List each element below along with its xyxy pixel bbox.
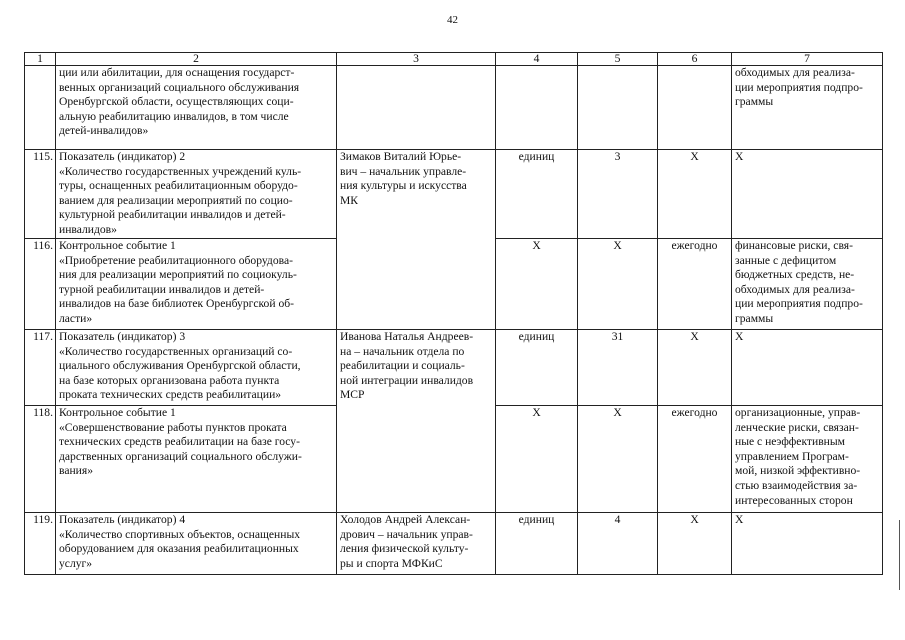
column-header-7: 7 [732,53,883,66]
row-number: 118. [25,406,56,513]
table-header-row [25,53,883,66]
row-value: Х [578,239,658,330]
row-unit: единиц [496,330,578,406]
row-unit [496,66,578,150]
table-row [25,150,883,239]
column-header-5: 5 [578,53,658,66]
table-row [25,330,883,406]
row-responsible: Зимаков Виталий Юрье- вич – начальник управле- ния культуры и искусства МК [337,150,496,330]
column-header-3: 3 [337,53,496,66]
row-value [578,66,658,150]
row-risk: Х [732,330,883,406]
scan-edge-line [899,520,900,590]
row-number: 117. [25,330,56,406]
row-unit: единиц [496,513,578,575]
row-period: Х [658,330,732,406]
row-period: Х [658,513,732,575]
row-unit: Х [496,406,578,513]
row-period: Х [658,150,732,239]
column-header-1: 1 [25,53,56,66]
row-risk: организационные, управ- ленческие риски, связан- ные с неэффективным управлением Програм- мой, низкой эффективно- стью взаимодействия за- интересованных сторон [732,406,883,513]
column-header-4: 4 [496,53,578,66]
row-value: Х [578,406,658,513]
row-value: 4 [578,513,658,575]
row-risk: Х [732,513,883,575]
row-value: 31 [578,330,658,406]
row-description: Показатель (индикатор) 4 «Количество спортивных объектов, оснащенных оборудованием для оказания реабилитационных услуг» [56,513,337,575]
row-description: ции или абилитации, для оснащения государст- венных организаций социального обслуживания Оренбургской области, осуществляющих соци- альную реабилитацию инвалидов, в том числе детей-инвалидов» [56,66,337,150]
row-number: 116. [25,239,56,330]
table-row [25,66,883,150]
table-row [25,513,883,575]
row-responsible: Иванова Наталья Андреев- на – начальник отдела по реабилитации и социаль- ной интеграции инвалидов МСР [337,330,496,513]
row-period: ежегодно [658,239,732,330]
page-number: 42 [447,14,458,26]
row-number: 115. [25,150,56,239]
row-risk: Х [732,150,883,239]
row-unit: единиц [496,150,578,239]
row-number [25,66,56,150]
row-risk: финансовые риски, свя- занные с дефицитом бюджетных средств, не- обходимых для реализа- ции мероприятия подпро- граммы [732,239,883,330]
row-period [658,66,732,150]
row-number: 119. [25,513,56,575]
row-description: Показатель (индикатор) 3 «Количество государственных организаций со- циального обслуживания Оренбургской области, на базе которых организована работа пункта проката технических средств реабилитации» [56,330,337,406]
row-unit: Х [496,239,578,330]
column-header-2: 2 [56,53,337,66]
row-description: Контрольное событие 1 «Приобретение реабилитационного оборудова- ния для реализации мероприятий по социокуль- турной реабилитации инвалидов и детей- инвалидов на базе библиотек Оренбургской об- ласти» [56,239,337,330]
row-responsible: Холодов Андрей Алексан- дрович – начальник управ- ления физической культу- ры и спорта МФКиС [337,513,496,575]
row-description: Показатель (индикатор) 2 «Количество государственных учреждений куль- туры, оснащенных реабилитационным оборудо- ванием для реализации мероприятий по социо- культурной реабилитации инвалидов и детей- инвалидов» [56,150,337,239]
row-description: Контрольное событие 1 «Совершенствование работы пунктов проката технических средств реабилитации на базе госу- дарственных организаций социального обслужи- вания» [56,406,337,513]
row-responsible [337,66,496,150]
row-risk: обходимых для реализа- ции мероприятия подпро- граммы [732,66,883,150]
row-value: 3 [578,150,658,239]
row-period: ежегодно [658,406,732,513]
program-table [24,52,883,575]
column-header-6: 6 [658,53,732,66]
